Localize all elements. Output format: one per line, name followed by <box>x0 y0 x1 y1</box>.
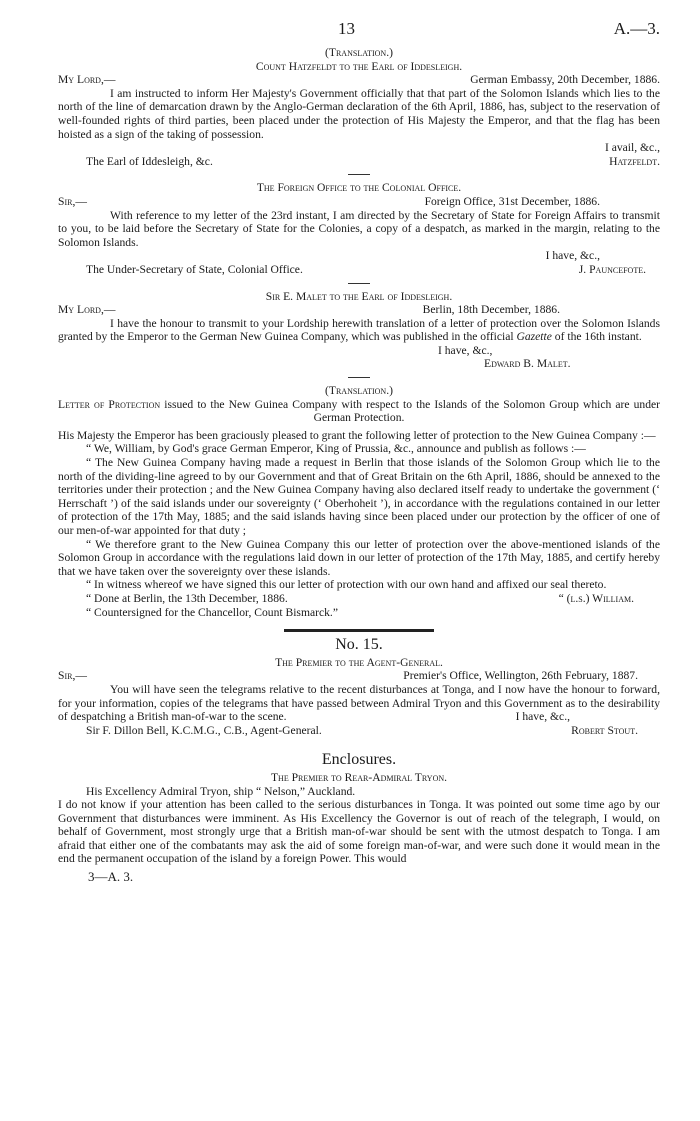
protection-paragraph: “ The New Guinea Company having made a request in Berlin that those islands of the Solomon Group which lie to the north of the dividing-line agreed to by our Government and that of Great Britain on the 6th April, 1886, should be annexed to the territories under their protection ; and the New Guinea Company having also declared itself ready to undertake the government (‘ Herrschaft ’) of the said islands under our sovereignty (‘ Oberhoheit ’), in accordance with the regulations contained in our letter of protection of the 17th May, 1885; and the said islands having since been placed under our protection by the officer of one of our men-of-war appointed for that duty ; <box>58 456 660 537</box>
letter-heading: The Foreign Office to the Colonial Office. <box>256 181 462 195</box>
place-date: Premier's Office, Wellington, 26th February, 1887. <box>403 669 638 683</box>
translation-label: (Translation.) <box>325 46 393 59</box>
salutation-row <box>58 195 660 209</box>
closing: I have, &c., <box>545 249 600 263</box>
protection-paragraph: “ We, William, by God's grace German Emperor, King of Prussia, &c., announce and publish as follows :— <box>86 442 586 456</box>
salutation-row <box>58 669 660 683</box>
letter-body: I am instructed to inform Her Majesty's Government officially that that part of the Solomon Islands which lies to the north of the line of demarcation drawn by the Anglo-German declaration of the 6th April, 1886, has, subject to the reservation of well-founded rights of third parties, been placed under the protection of His Majesty the Emperor, and that the flag has been hoisted as a sign of the taking of possession. <box>58 86 660 141</box>
body-text-end: of the 16th instant. <box>551 330 642 344</box>
letter-heading: The Premier to the Agent-General. <box>275 655 443 669</box>
countersigned: “ Countersigned for the Chancellor, Count Bismarck.” <box>86 605 338 619</box>
letter-of-protection <box>58 384 660 619</box>
letter-body: You will have seen the telegrams relative to the recent disturbances at Tonga, and I now have the honour to forward, for your information, copies of the telegrams that have passed between Admiral Tryon and this Government as to the desirability of despatching a British man-of-war to the scene. <box>58 682 660 724</box>
page-number: 13 <box>338 19 355 38</box>
letter-heading: Sir E. Malet to the Earl of Iddesleigh. <box>265 289 453 303</box>
letter-body: With reference to my letter of the 23rd instant, I am directed by the Secretary of State for Foreign Affairs to transmit to you, to be laid before the Secretary of State for the Colonies, a copy of a despatch, as marked in the margin, relating to the Solomon Islands. <box>58 208 660 249</box>
letter-body <box>58 317 660 344</box>
section-divider <box>348 174 370 175</box>
place-date: Foreign Office, 31st December, 1886. <box>424 194 600 208</box>
title-rest: issued to the New Guinea Company with respect to the Islands of the Solomon Group which are under German Protection. <box>160 397 661 425</box>
done-row <box>58 592 660 606</box>
document-reference: A.—3. <box>613 19 660 38</box>
done-at-berlin: “ Done at Berlin, the 13th December, 1886. <box>86 591 288 605</box>
protection-title <box>58 398 660 425</box>
protection-paragraph: “ We therefore grant to the New Guinea Company this our letter of protection over the above-mentioned islands of the Solomon Group in accordance with the regulations laid down in our letter of protection of the 17th May, 1885, and certify hereby that we have taken over the sovereignty over these islands. <box>58 537 660 578</box>
letter-number: No. 15. <box>335 636 383 654</box>
letter-foreign-office <box>58 181 660 276</box>
enclosures-title: Enclosures. <box>321 751 397 769</box>
salutation-row <box>58 303 660 317</box>
addressee: Sir F. Dillon Bell, K.C.M.G., C.B., Agent-General. <box>86 723 322 737</box>
title-lead: Letter of Protection <box>58 397 161 411</box>
signature-mark: 3—A. 3. <box>88 869 134 885</box>
section-divider <box>348 377 370 378</box>
gazette-italic: Gazette <box>516 330 552 344</box>
enclosure-body: I do not know if your attention has been called to the serious disturbances in Tonga. It was pointed out some time ago by our Government that disturbances were imminent. As His Excellency the Governor is out of reach of the telegraph, I would, on behalf of Government, most strongly urge that a British man-of-war should be sent with the utmost despatch to Tonga. I am afraid that either one of the combatants may ask the aid of some foreign man-of-war, and were such done it would mean in the end the permanent occupation of the island by a foreign Power. This would <box>58 798 660 866</box>
seal-signature: “ (l.s.) William. <box>558 591 634 605</box>
page-header <box>58 19 660 46</box>
letter-no-15 <box>58 638 660 737</box>
translation-label: (Translation.) <box>325 384 393 398</box>
salutation: Sir,— <box>58 669 87 683</box>
letter-heading: Count Hatzfeldt to the Earl of Iddesleigh. <box>255 59 463 73</box>
signature: Edward B. Malet. <box>484 357 571 371</box>
closing: I have, &c., <box>515 710 570 724</box>
enclosure-address: His Excellency Admiral Tryon, ship “ Nelson,” Auckland. <box>86 784 356 798</box>
thick-divider <box>284 629 434 632</box>
body-text: I have the honour to transmit to your Lordship herewith translation of a letter of protection over the Solomon Islands granted by the Emperor to the German New Guinea Company, which was published in the official <box>58 316 660 344</box>
signature: Hatzfeldt. <box>609 154 660 168</box>
closing: I avail, &c., <box>604 141 660 155</box>
signature-row <box>58 263 660 277</box>
salutation: My Lord,— <box>58 303 116 317</box>
signature-row <box>58 724 660 738</box>
salutation-row <box>58 73 660 87</box>
salutation: My Lord,— <box>58 73 116 87</box>
place-date: German Embassy, 20th December, 1886. <box>470 73 660 87</box>
signature: Robert Stout. <box>571 723 638 737</box>
closing: I have, &c., <box>438 343 493 357</box>
place-date: Berlin, 18th December, 1886. <box>422 303 560 317</box>
addressee: The Earl of Iddesleigh, &c. <box>86 154 213 168</box>
letter-malet <box>58 290 660 372</box>
salutation: Sir,— <box>58 194 87 208</box>
protection-intro: His Majesty the Emperor has been graciously pleased to grant the following letter of protection to the New Guinea Company :— <box>58 428 656 442</box>
enclosure-heading: The Premier to Rear-Admiral Tryon. <box>270 770 448 784</box>
section-divider <box>348 283 370 284</box>
signature: J. Pauncefote. <box>578 262 646 276</box>
enclosures-section <box>58 753 660 883</box>
letter-hatzfeldt <box>58 46 660 168</box>
addressee: The Under-Secretary of State, Colonial Office. <box>86 262 303 276</box>
protection-paragraph: “ In witness whereof we have signed this our letter of protection with our own hand and affixed our seal thereto. <box>86 578 607 592</box>
signature-row <box>58 155 660 169</box>
